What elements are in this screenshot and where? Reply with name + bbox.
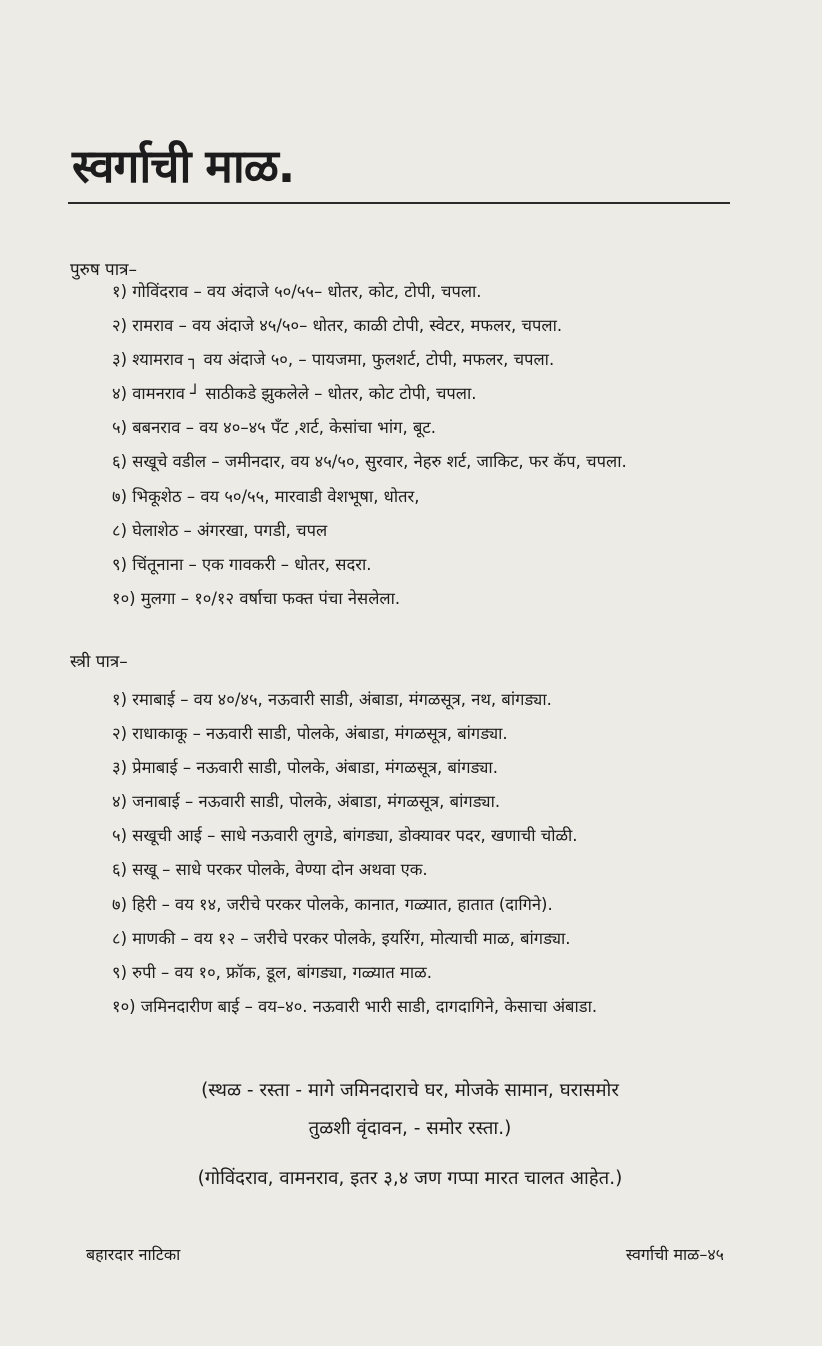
- list-item: ६) सखूचे वडील – जमीनदार, वय ४५/५०, सुरवार, नेहरु शर्ट, जाकिट, फर कॅप, चपला.: [112, 452, 627, 472]
- stage-direction-line: (स्थळ - रस्ता - मागे जमिनदाराचे घर, मोजके सामान, घरासमोर: [201, 1080, 619, 1101]
- list-item: ५) सखूची आई – साधे नऊवारी लुगडे, बांगड्या, डोक्यावर पदर, खणाची चोळी.: [112, 826, 578, 846]
- list-item: ८) घेलाशेठ – अंगरखा, पगडी, चपल: [112, 520, 328, 540]
- female-cast-heading: स्त्री पात्र–: [70, 652, 128, 672]
- list-item: ३) श्यामराव ┐ वय अंदाजे ५०, – पायजमा, फुलशर्ट, टोपी, मफलर, चपला.: [112, 350, 555, 370]
- footer-page-number: स्वर्गाची माळ–४५: [625, 1245, 724, 1264]
- page-title: स्वर्गाची माळ.: [72, 139, 295, 193]
- list-item: २) राधाकाकू – नऊवारी साडी, पोलके, अंबाडा, मंगळसूत्र, बांगड्या.: [112, 724, 508, 744]
- list-item: ४) जनाबाई – नऊवारी साडी, पोलके, अंबाडा, मंगळसूत्र, बांगड्या.: [112, 792, 501, 812]
- stage-direction-line: (गोविंदराव, वामनराव, इतर ३,४ जण गप्पा मारत चालत आहेत.): [197, 1168, 623, 1189]
- list-item: १०) मुलगा – १०/१२ वर्षाचा फक्त पंचा नेसलेला.: [112, 588, 401, 608]
- male-cast-heading: पुरुष पात्र–: [70, 260, 137, 280]
- list-item: ३) प्रेमाबाई – नऊवारी साडी, पोलके, अंबाडा, मंगळसूत्र, बांगड्या.: [112, 758, 498, 778]
- title-underline: [68, 202, 730, 204]
- list-item: ५) बबनराव – वय ४०–४५ पँट ,शर्ट, केसांचा भांग, बूट.: [112, 418, 436, 438]
- footer-book-title: बहारदार नाटिका: [86, 1245, 181, 1264]
- list-item: १) रमाबाई – वय ४०/४५, नऊवारी साडी, अंबाडा, मंगळसूत्र, नथ, बांगड्या.: [112, 690, 552, 709]
- list-item: ७) हिरी – वय १४, जरीचे परकर पोलके, कानात, गळ्यात, हातात (दागिने).: [112, 894, 553, 914]
- list-item: ६) सखू – साधे परकर पोलके, वेण्या दोन अथवा एक.: [112, 860, 428, 880]
- list-item: ९) रुपी – वय १०, फ्रॉक, डूल, बांगड्या, गळ्यात माळ.: [112, 962, 432, 982]
- stage-direction-line: तुळशी वृंदावन, - समोर रस्ता.): [308, 1118, 512, 1139]
- list-item: ४) वामनराव ┘ साठीकडे झुकलेले – धोतर, कोट टोपी, चपला.: [112, 384, 477, 404]
- list-item: ९) चिंतूनाना – एक गावकरी – धोतर, सदरा.: [112, 554, 372, 574]
- list-item: १) गोविंदराव – वय अंदाजे ५०/५५– धोतर, कोट, टोपी, चपला.: [112, 282, 482, 301]
- female-cast-list: [112, 688, 597, 1029]
- list-item: ८) माणकी – वय १२ – जरीचे परकर पोलके, इयरिंग, मोत्याची माळ, बांगड्या.: [112, 928, 571, 948]
- male-cast-list: [112, 280, 627, 621]
- list-item: २) रामराव – वय अंदाजे ४५/५०– धोतर, काळी टोपी, स्वेटर, मफलर, चपला.: [112, 316, 563, 336]
- list-item: १०) जमिनदारीण बाई – वय–४०. नऊवारी भारी साडी, दागदागिने, केसाचा अंबाडा.: [112, 996, 598, 1016]
- list-item: ७) भिकूशेठ – वय ५०/५५, मारवाडी वेशभूषा, धोतर,: [112, 486, 420, 506]
